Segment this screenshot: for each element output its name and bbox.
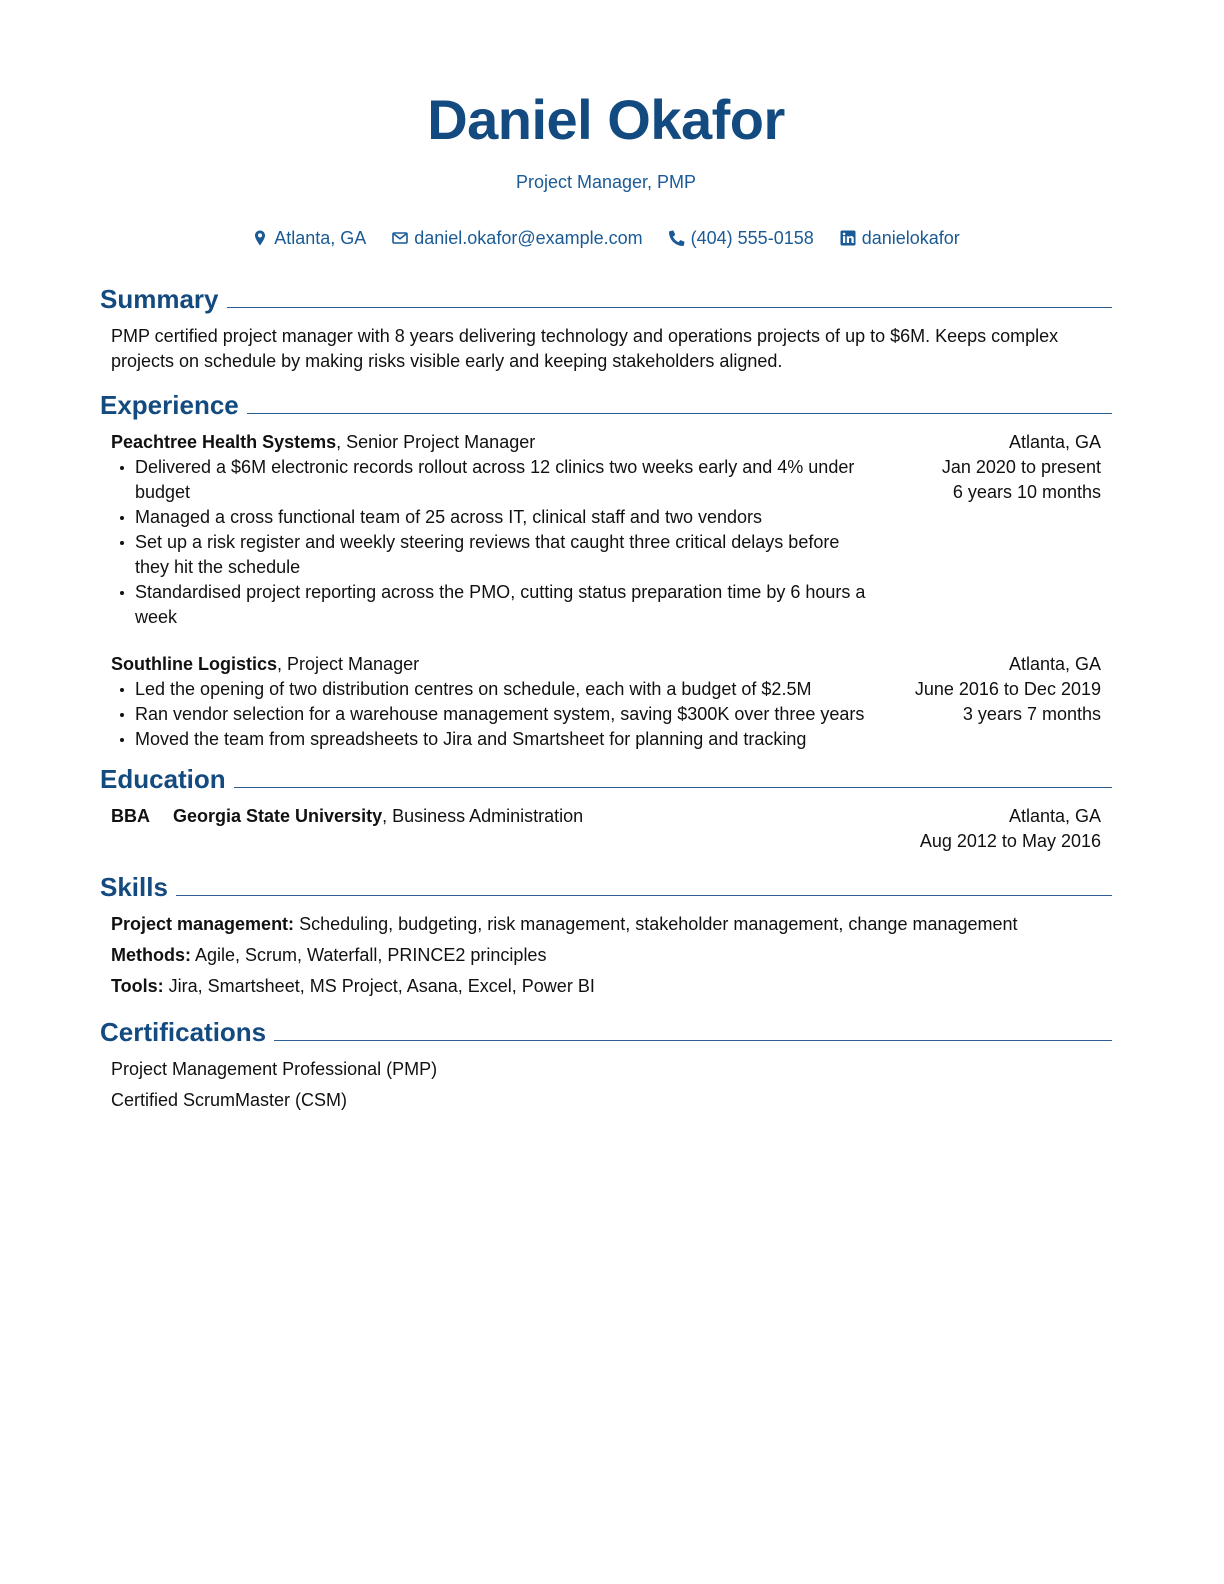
map-pin-icon <box>252 230 268 246</box>
job-bullets <box>111 455 871 630</box>
certification-item: Certified ScrumMaster (CSM) <box>111 1090 348 1110</box>
field-of-study: , Business Administration <box>382 806 584 826</box>
company-name: Southline Logistics <box>111 654 278 674</box>
certification-item: Project Management Professional (PMP) <box>111 1059 438 1079</box>
skill-value: Jira, Smartsheet, MS Project, Asana, Excel, Power BI <box>163 976 595 996</box>
skill-line <box>111 943 1101 968</box>
bullet-item: Ran vendor selection for a warehouse management system, saving $300K over three years <box>135 702 871 727</box>
section-divider <box>274 1040 1112 1041</box>
contact-bar <box>100 226 1112 250</box>
summary-text: PMP certified project manager with 8 years delivering technology and operations projects of up to $6M. Keeps complex projects on schedule by making risks visible early and keeping stakeholders aligned. <box>111 326 1059 371</box>
section-divider <box>234 787 1112 788</box>
job-meta <box>942 430 1101 630</box>
resume-header <box>100 0 1112 250</box>
skills-heading: Skills <box>100 872 168 902</box>
skill-line <box>111 912 1101 937</box>
envelope-icon <box>392 230 408 246</box>
section-heading <box>100 386 1112 420</box>
section-divider <box>176 895 1112 896</box>
skill-label: Tools: <box>111 976 164 996</box>
job-duration: 6 years 10 months <box>952 482 1101 502</box>
job-role: , Project Manager <box>277 654 420 674</box>
bullet-item: Moved the team from spreadsheets to Jira and Smartsheet for planning and tracking <box>135 727 871 752</box>
education-entry <box>111 804 1101 854</box>
certifications-section <box>100 1013 1112 1113</box>
contact-linkedin[interactable] <box>840 226 960 250</box>
job-location: Atlanta, GA <box>1008 654 1101 674</box>
job-dates: June 2016 to Dec 2019 <box>914 679 1101 699</box>
job-entry <box>111 430 1101 630</box>
contact-phone[interactable] <box>669 226 814 250</box>
skill-line <box>111 974 1101 999</box>
experience-section <box>100 386 1112 752</box>
candidate-title: Project Manager, PMP <box>515 172 697 192</box>
education-dates: Aug 2012 to May 2016 <box>919 831 1101 851</box>
section-heading <box>100 1013 1112 1047</box>
bullet-item: Delivered a $6M electronic records rollout across 12 clinics two weeks early and 4% under budget <box>135 455 871 505</box>
company-name: Peachtree Health Systems <box>111 432 337 452</box>
bullet-item: Led the opening of two distribution centres on schedule, each with a budget of $2.5M <box>135 677 871 702</box>
phone-text[interactable]: (404) 555-0158 <box>690 228 814 248</box>
bullet-item: Standardised project reporting across the PMO, cutting status preparation time by 6 hours a week <box>135 580 871 630</box>
bullet-item: Managed a cross functional team of 25 across IT, clinical staff and two vendors <box>135 505 871 530</box>
job-heading <box>111 430 871 455</box>
linkedin-icon <box>840 230 856 246</box>
linkedin-link[interactable]: danielokafor <box>861 228 960 248</box>
skill-value: Scheduling, budgeting, risk management, stakeholder management, change management <box>294 914 1018 934</box>
job-heading <box>111 652 871 677</box>
job-role: , Senior Project Manager <box>336 432 536 452</box>
section-divider <box>247 413 1112 414</box>
bullet-item: Set up a risk register and weekly steering reviews that caught three critical delays before they hit the schedule <box>135 530 871 580</box>
skill-label: Project management: <box>111 914 295 934</box>
job-dates: Jan 2020 to present <box>941 457 1101 477</box>
skill-label: Methods: <box>111 945 191 965</box>
summary-section <box>100 280 1112 374</box>
experience-heading: Experience <box>100 390 239 420</box>
email-link[interactable]: daniel.okafor@example.com <box>414 228 643 248</box>
job-location: Atlanta, GA <box>1008 432 1101 452</box>
contact-location <box>252 226 366 250</box>
summary-heading: Summary <box>100 284 219 314</box>
phone-icon <box>669 230 685 246</box>
job-entry <box>111 652 1101 752</box>
certifications-heading: Certifications <box>100 1017 267 1047</box>
education-section <box>100 760 1112 854</box>
education-meta <box>920 804 1101 854</box>
candidate-name: Daniel Okafor <box>427 88 785 151</box>
contact-email[interactable] <box>392 226 642 250</box>
school-name: Georgia State University <box>173 806 383 826</box>
degree: BBA <box>111 806 150 826</box>
section-heading <box>100 868 1112 902</box>
job-duration: 3 years 7 months <box>962 704 1101 724</box>
education-heading: Education <box>100 764 226 794</box>
section-divider <box>227 307 1113 308</box>
skill-value: Agile, Scrum, Waterfall, PRINCE2 principles <box>191 945 547 965</box>
section-heading <box>100 280 1112 314</box>
job-bullets <box>111 677 871 752</box>
location-text: Atlanta, GA <box>274 228 367 248</box>
job-meta <box>915 652 1101 752</box>
skills-section <box>100 868 1112 999</box>
education-location: Atlanta, GA <box>1008 806 1101 826</box>
section-heading <box>100 760 1112 794</box>
